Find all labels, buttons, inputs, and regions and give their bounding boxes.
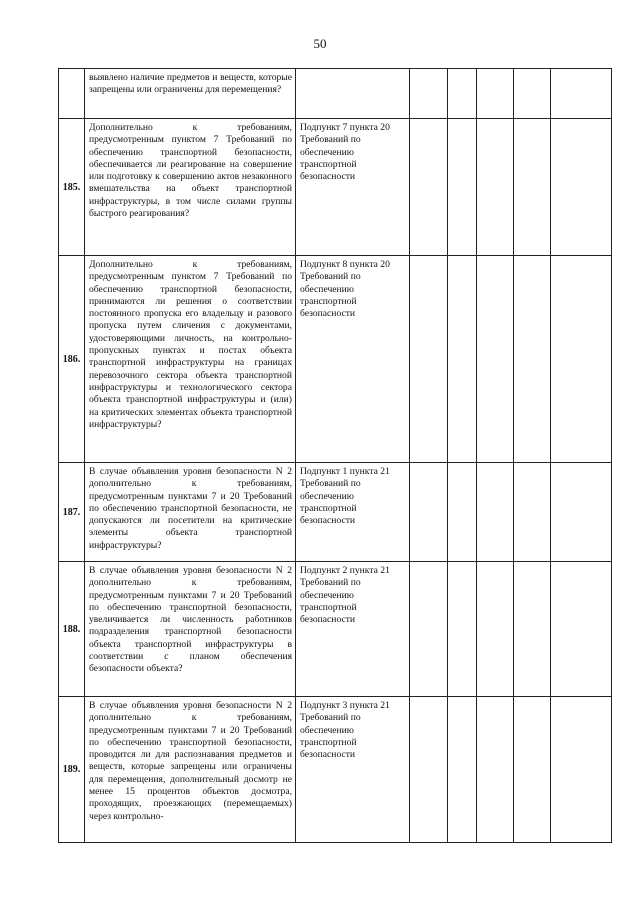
answer-cell <box>477 256 514 463</box>
notes-cell <box>551 119 612 256</box>
answer-cell <box>410 69 448 119</box>
answer-cell <box>514 463 551 562</box>
row-number: 186. <box>59 256 85 463</box>
question-text: В случае объявления уровня безопасности N 2 дополнительно к требованиям, предусмотренным пунктами 7 и 20 Требований по обеспечению транспортной безопасности, не допускаются ли посетители на критические элементы объекта транспортной инфраструктуры? <box>89 466 292 551</box>
row-number: 185. <box>59 119 85 256</box>
table-row <box>59 697 612 843</box>
answer-cell <box>448 256 477 463</box>
question-text: В случае объявления уровня безопасности N 2 дополнительно к требованиям, предусмотренным пунктами 7 и 20 Требований по обеспечению транспортной безопасности, проводится ли для распознавания предметов и веществ, которые запрещены или ограничены для перемещения, дополнительный досмотр не менее 15 процентов объектов досмотра, проходящих, проезжающих (перемещаемых) через контрольно- <box>89 700 292 822</box>
answer-cell <box>448 562 477 697</box>
notes-cell <box>551 256 612 463</box>
answer-cell <box>477 69 514 119</box>
answer-cell <box>477 119 514 256</box>
checklist-table <box>58 68 612 843</box>
question-text: выявлено наличие предметов и веществ, которые запрещены или ограничены для перемещения? <box>89 72 292 96</box>
table-row <box>59 119 612 256</box>
question-text: В случае объявления уровня безопасности N 2 дополнительно к требованиям, предусмотренным пунктами 7 и 20 Требований по обеспечению транспортной безопасности, увеличивается ли численность работников подразделения транспортной безопасности объекта транспортной инфраструктуры в соответствии с планом обеспечения безопасности объекта? <box>89 565 292 675</box>
question-text: Дополнительно к требованиям, предусмотренным пунктом 7 Требований по обеспечению транспортной безопасности, принимаются ли решения о соответствии постоянного пропуска его владельцу и разового пропуска путем сличения с документами, удостоверяющими личность, на контрольно-пропускных пунктах и постах объекта транспортной инфраструктуры на границах перевозочного сектора объекта транспортной инфраструктуры и технологического сектора объекта транспортной инфраструктуры и (или) на критических элементах объекта транспортной инфраструктуры? <box>89 259 292 430</box>
answer-cell <box>448 697 477 843</box>
legal-reference: Подпункт 1 пункта 21 Требований по обеспечению транспортной безопасности <box>300 466 390 527</box>
answer-cell <box>448 463 477 562</box>
table-row <box>59 562 612 697</box>
legal-reference: Подпункт 3 пункта 21 Требований по обеспечению транспортной безопасности <box>300 700 390 761</box>
legal-reference: Подпункт 8 пункта 20 Требований по обеспечению транспортной безопасности <box>300 259 390 320</box>
answer-cell <box>477 562 514 697</box>
answer-cell <box>514 256 551 463</box>
legal-reference <box>296 69 409 75</box>
answer-cell <box>448 119 477 256</box>
row-number: 189. <box>59 697 85 843</box>
table-row <box>59 256 612 463</box>
notes-cell <box>551 463 612 562</box>
legal-reference: Подпункт 2 пункта 21 Требований по обеспечению транспортной безопасности <box>300 565 390 626</box>
page-number: 50 <box>313 36 327 51</box>
row-number <box>59 69 85 119</box>
answer-cell <box>410 119 448 256</box>
answer-cell <box>448 69 477 119</box>
table-row <box>59 69 612 119</box>
answer-cell <box>514 697 551 843</box>
notes-cell <box>551 69 612 119</box>
answer-cell <box>477 463 514 562</box>
answer-cell <box>410 562 448 697</box>
answer-cell <box>410 463 448 562</box>
notes-cell <box>551 697 612 843</box>
answer-cell <box>477 697 514 843</box>
row-number: 188. <box>59 562 85 697</box>
answer-cell <box>514 562 551 697</box>
answer-cell <box>410 697 448 843</box>
answer-cell <box>514 69 551 119</box>
row-number: 187. <box>59 463 85 562</box>
notes-cell <box>551 562 612 697</box>
answer-cell <box>410 256 448 463</box>
legal-reference: Подпункт 7 пункта 20 Требований по обеспечению транспортной безопасности <box>300 122 390 183</box>
question-text: Дополнительно к требованиям, предусмотренным пунктом 7 Требований по обеспечению транспортной безопасности, обеспечивается ли реагирование на совершение или подготовку к совершению актов незаконного вмешательства на объект транспортной инфраструктуры, в том числе силами группы быстрого реагирования? <box>89 122 292 220</box>
table-row <box>59 463 612 562</box>
answer-cell <box>514 119 551 256</box>
